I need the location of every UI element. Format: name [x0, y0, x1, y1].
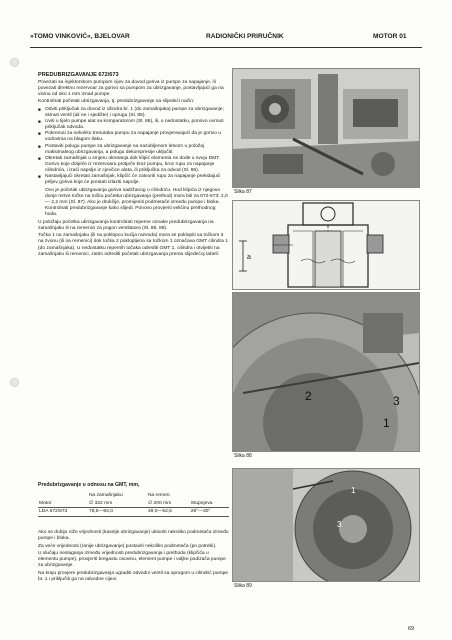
list-item: ■ Odviti priključak za dovod iz cilindra br. 1 (do zamašnjaka) pumpe za ubrizgavanje; skinuti ventil (ali ne i sjedište) i oprugu (Sl. 85). [38, 107, 229, 119]
paragraph: Na kraju provjere predubrizgavanja ugraditi odvodni ventil sa oprugom u cilindrić pumpe br. 1 i priključiti ga na odvodne cijevi. [38, 571, 229, 583]
table-header: ∅ 322 mm [88, 500, 147, 508]
table-row [38, 508, 229, 517]
header-center: RADIONIČKI PRIRUČNIK [206, 33, 284, 40]
section-title: PREDUBRIZGAVANJE 672/673 [38, 72, 119, 78]
list-item: ■ Okretati zamašnjak u smjeru okretanja dok klipić elementa ne dođe u svoju DMT. Gorivo koje dotječe iz rezervoara protječe kroz pumpu, kroz rupu za napajanje cilindrića, i izaći napolje iz cjevčice alata, ili priključka za odvod (Sl. 86). [38, 156, 229, 174]
pulley-photo [232, 468, 420, 582]
table-cell: 49,0—52,5 [147, 508, 190, 517]
figure-caption: Slika 87 [234, 189, 252, 195]
table-row [38, 492, 229, 500]
figure-label: 2 [305, 389, 312, 403]
list-item: ■ Pokrenuti za nekoliko trenutaka pumpu za napajanje provjeravajući da je gorivo u vodovima na blagom tlaku. [38, 131, 229, 143]
punch-hole [10, 58, 19, 67]
procedure-list [38, 107, 229, 186]
intro-paragraph: Povezati sa injektorskom pumpom cijev za dovod goriva iz pumpe za napajanje, ili povezati direktno rezervoar za gorivo sa pumpom za ubrizgavanje, postavljajući ga na visinu od oko 1 mm iznad pumpe. [38, 79, 224, 97]
table-header: Motor [38, 500, 88, 508]
paragraph: Točka 1 na zamašnjaku (ili na poklopcu kućija razvoda) mora se poklopiti sa točkom 3 na zvonu (ili na remenici) dok točka 2 poklopljena sa točkom 1 označava GMT cilindra 1 (do zamašnjaka). U nedostatku repernih točaka odrediti GMT 1. cilindra i otvijetiti na zamašnjaku ili remenici, zatim odrediti početak ubrizgavanja prema slijedećoj tabeli: [38, 233, 228, 257]
figure-label: 3 [393, 394, 400, 408]
page-header [30, 33, 422, 45]
figure-label: 1 [351, 486, 356, 495]
engine-photo-top [232, 68, 420, 188]
figure-label: 3 [337, 520, 342, 529]
paragraph: U slučaju neslaganja između vrijednosti predubrizgavanja i prethoda (klipčića u elementu pumpe), provjeriti bregastu osovinu, element pumpe i valjke podizača pumpe za ubrizgavanje. [38, 551, 226, 569]
dimension-label: a [247, 254, 251, 261]
punch-hole [10, 378, 19, 387]
flywheel-photo [232, 292, 420, 452]
page-number: 69 [408, 626, 415, 632]
pulley-drawing [233, 469, 419, 581]
header-rule [30, 47, 422, 48]
table-header: Na zamašnjaku [88, 492, 123, 498]
paragraph: Za veće vrijednosti (ranije ubrizgavanje) postaviti nekoliko podmetača (po potrebi). [38, 543, 217, 549]
figure-label: 1 [383, 416, 390, 430]
table-cell: 78,5—84,0 [88, 508, 147, 517]
figure-caption: Slika 88 [234, 453, 252, 459]
figure-caption: Slika 89 [234, 583, 252, 589]
pump-drawing [233, 201, 419, 289]
header-left: »TOMO VINKOVIĆ«, BJELOVAR [30, 33, 130, 40]
main-text-column [38, 72, 229, 259]
paragraph: Ako se dobiju niže vrijednosti (kasnije ubrizgavanje) ukloniti nekoliko podmetača između pumpe i bloka. [38, 530, 229, 542]
table-header: Stupnjeva [190, 500, 229, 508]
header-right: MOTOR 01 [373, 33, 407, 40]
table-section [38, 482, 229, 517]
engine-photo-drawing [233, 69, 419, 187]
injection-table [38, 492, 229, 517]
table-header: Na remen. [147, 492, 171, 498]
pump-cross-section [232, 200, 420, 290]
list-item: ■ Nastavljajući okretati zamašnjak, klipčić će zatvoriti rupu za napajanje prekidajući priljev goriva koje će prestati izlaziti napolje. [38, 174, 229, 186]
continuation-paragraph: Ovo je početak ubrizgavanja goriva sadržanog u cilindriću. Hod klipića iz njegovo donje mrtve točke na točku početka ubrizgavanja (prethod) mora biti za 672-673: 2,0 — 2,2 mm (Sl. 87). Ako je drukčije, promijeniti podmetače između pumpe i bloka. Kontrolirati predubrizgavanje kako slijedi. Ponovo provjeriti veličinu prethodnog hoda. [45, 187, 228, 218]
intro-paragraph-2: Kontrolirati početak ubrizgavanja, tj. predubrizgavanje na slijedeći način: [38, 99, 195, 105]
table-header: ∅ 200 mm [147, 500, 190, 508]
after-table-text [38, 530, 229, 585]
table-cell: LDA 672/673 [38, 508, 88, 517]
table-row [38, 500, 229, 508]
table-title: Predubrizgavanje u odnosu na GMT, mm, [38, 482, 140, 488]
flywheel-drawing [233, 293, 419, 451]
list-item: ■ Uviti u tijelo pumpe alat sa komparatorom (Sl. 86), ili, u nedostatku, ponovo uvrnuti priključak odvoda. [38, 119, 229, 131]
list-item: ■ Postaviti polugu pumpe za ubrizgavanje na nazubljenom letvom u položaj maksimalnog ubrizgavanja, a polugu dekompresije uključiti. [38, 144, 229, 156]
table-cell: 28°—30° [190, 508, 229, 517]
paragraph: U položaju početka ubrizgavanja kontrolirati reperne oznake predubrizgavanja na zamašnjaku ili na remenici za pogon ventilatora (Sl. 88, 89). [38, 219, 214, 231]
